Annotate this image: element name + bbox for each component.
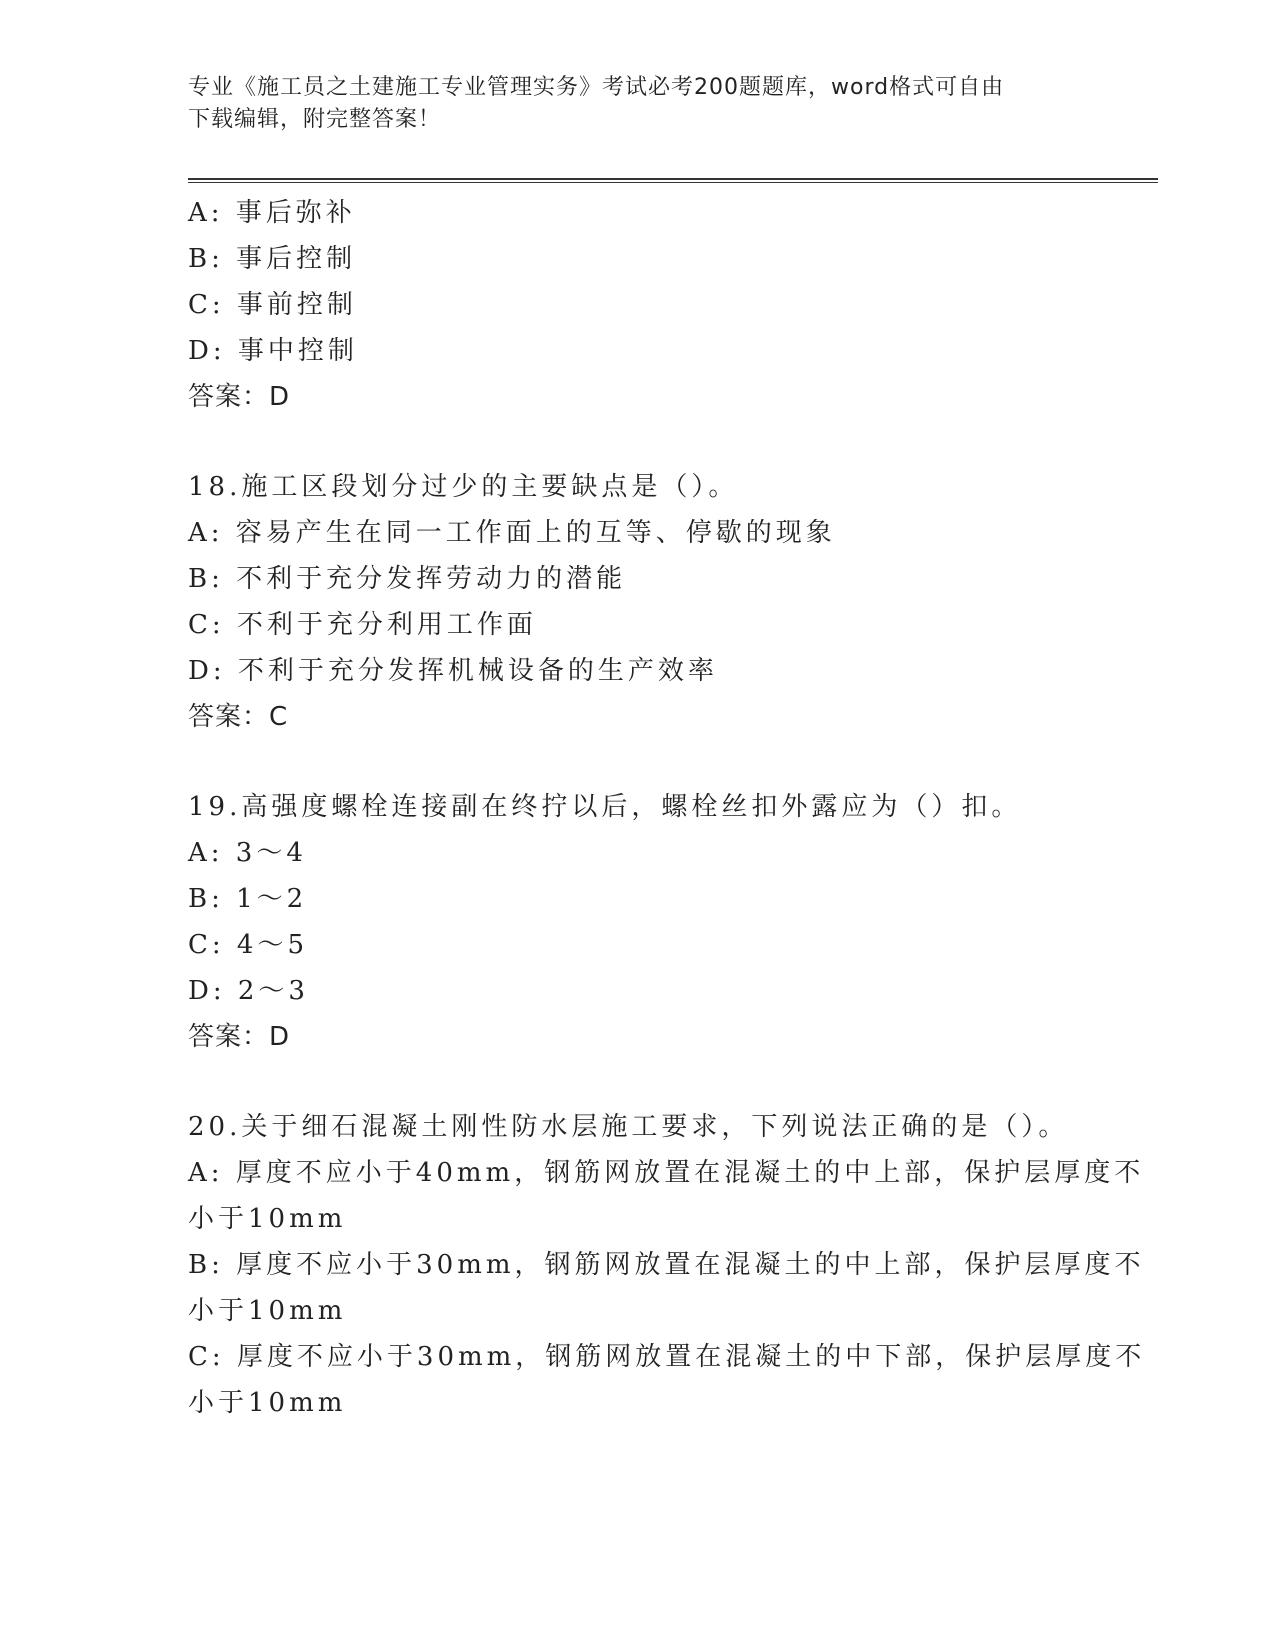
question-text: 20.关于细石混凝土刚性防水层施工要求，下列说法正确的是（）。: [188, 1112, 1069, 1142]
option-c: C: 厚度不应小于30mm，钢筋网放置在混凝土的中下部，保护层厚度不: [188, 1342, 1146, 1372]
option-a: A: 厚度不应小于40mm，钢筋网放置在混凝土的中上部，保护层厚度不: [188, 1158, 1145, 1188]
option-c: C: 不利于充分利用工作面: [188, 610, 537, 640]
option-c: C: 4～5: [188, 930, 309, 960]
option-a-continued: 小于10mm: [188, 1204, 347, 1234]
header-divider: [188, 178, 1158, 183]
answer: 答案：D: [188, 382, 291, 412]
question-text: 18.施工区段划分过少的主要缺点是（）。: [188, 472, 739, 502]
question-text: 19.高强度螺栓连接副在终拧以后，螺栓丝扣外露应为（）扣。: [188, 792, 1022, 822]
option-a: A: 容易产生在同一工作面上的互等、停歇的现象: [188, 518, 836, 548]
option-c: C: 事前控制: [188, 290, 357, 320]
answer: 答案：C: [188, 702, 289, 732]
option-d: D: 2～3: [188, 976, 309, 1006]
spacer: [188, 1060, 1088, 1104]
question-block-19: [188, 784, 1088, 1060]
question-block-17: [188, 190, 1088, 420]
option-c-continued: 小于10mm: [188, 1388, 347, 1418]
option-b: B: 厚度不应小于30mm，钢筋网放置在混凝土的中上部，保护层厚度不: [188, 1250, 1145, 1280]
option-a: A: 3～4: [188, 838, 307, 868]
header-line-2: 下载编辑，附完整答案！: [188, 107, 442, 132]
document-header: [188, 72, 1088, 136]
option-b: B: 事后控制: [188, 244, 357, 274]
option-b: B: 1～2: [188, 884, 308, 914]
question-block-20: [188, 1104, 1146, 1426]
option-b: B: 不利于充分发挥劳动力的潜能: [188, 564, 627, 594]
option-d: D: 不利于充分发挥机械设备的生产效率: [188, 656, 718, 686]
question-list: [188, 190, 1146, 1426]
option-b-continued: 小于10mm: [188, 1296, 347, 1326]
spacer: [188, 420, 1088, 464]
option-d: D: 事中控制: [188, 336, 358, 366]
option-a: A: 事后弥补: [188, 198, 356, 228]
answer: 答案：D: [188, 1022, 291, 1052]
spacer: [188, 740, 1088, 784]
header-line-1: 专业《施工员之土建施工专业管理实务》考试必考200题题库，word格式可自由: [188, 75, 1005, 100]
question-block-18: [188, 464, 1088, 740]
